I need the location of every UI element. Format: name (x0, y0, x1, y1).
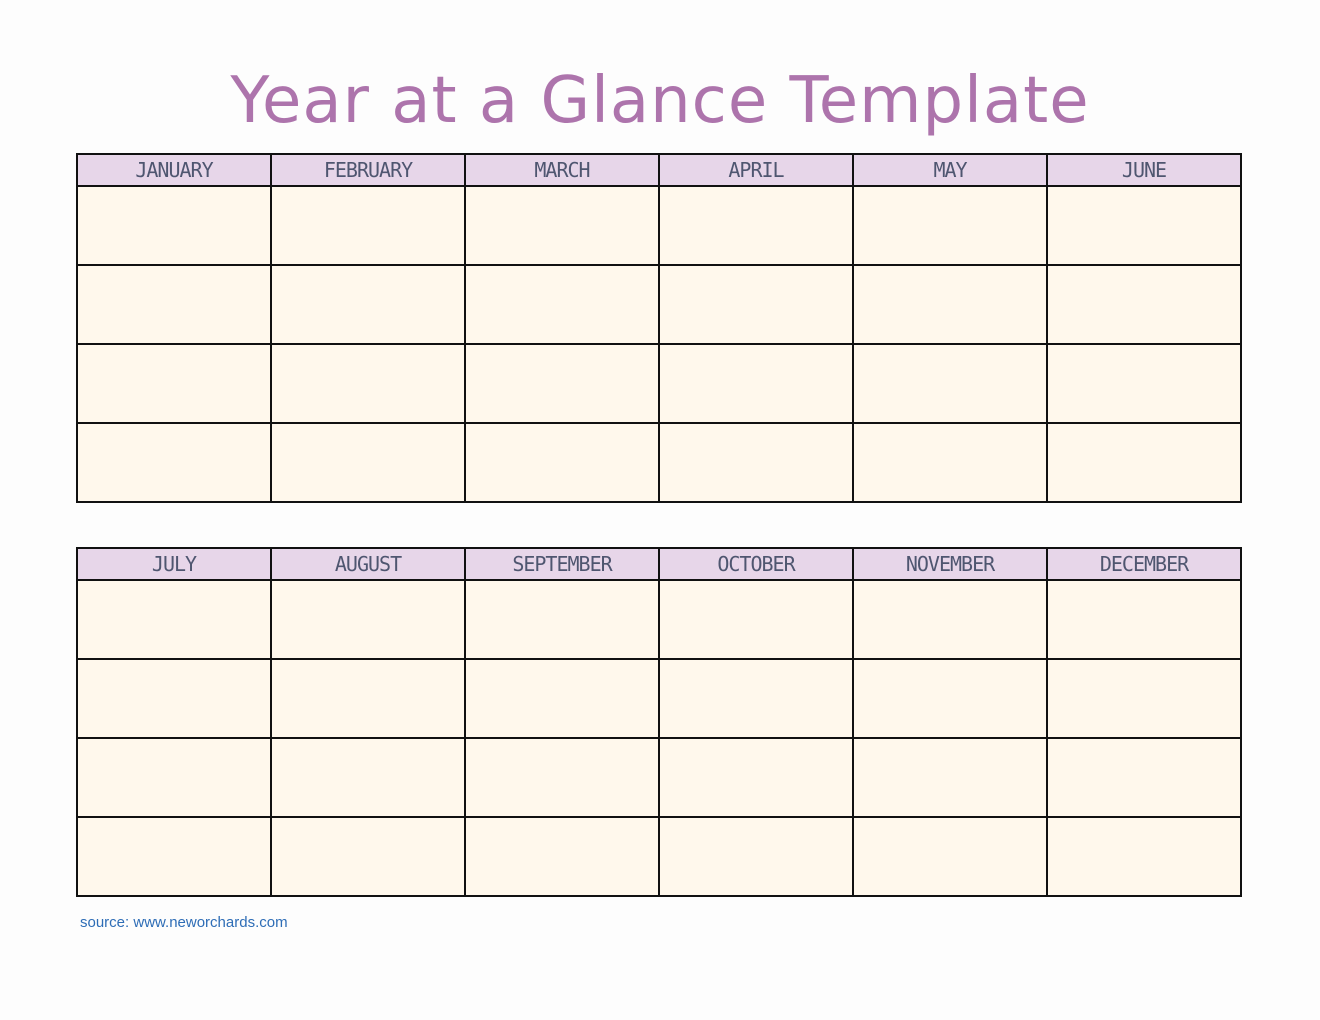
month-header-june: JUNE (1047, 154, 1241, 186)
calendar-cell[interactable] (271, 344, 465, 423)
month-header-may: MAY (853, 154, 1047, 186)
calendar-cell[interactable] (1047, 344, 1241, 423)
calendar-cell[interactable] (853, 186, 1047, 265)
month-header-january: JANUARY (77, 154, 271, 186)
table-row (77, 423, 1241, 502)
calendar-cell[interactable] (659, 344, 853, 423)
calendar-table-jul-dec (76, 547, 1242, 897)
calendar-cell[interactable] (1047, 817, 1241, 896)
calendar-cell[interactable] (465, 423, 659, 502)
month-header-row (77, 548, 1241, 580)
calendar-cell[interactable] (77, 186, 271, 265)
calendar-cell[interactable] (659, 580, 853, 659)
table-row (77, 659, 1241, 738)
calendar-cell[interactable] (1047, 580, 1241, 659)
calendar-cell[interactable] (853, 580, 1047, 659)
calendar-cell[interactable] (1047, 265, 1241, 344)
calendar-cell[interactable] (659, 659, 853, 738)
table-row (77, 580, 1241, 659)
month-header-april: APRIL (659, 154, 853, 186)
calendar-cell[interactable] (77, 265, 271, 344)
calendar-cell[interactable] (271, 580, 465, 659)
calendar-cell[interactable] (465, 265, 659, 344)
calendar-cell[interactable] (465, 344, 659, 423)
calendar-cell[interactable] (77, 344, 271, 423)
table-row (77, 344, 1241, 423)
month-header-july: JULY (77, 548, 271, 580)
calendar-cell[interactable] (853, 659, 1047, 738)
calendar-cell[interactable] (1047, 738, 1241, 817)
calendar-cell[interactable] (77, 659, 271, 738)
month-header-december: DECEMBER (1047, 548, 1241, 580)
month-header-row (77, 154, 1241, 186)
calendar-cell[interactable] (659, 817, 853, 896)
calendar-cell[interactable] (659, 738, 853, 817)
calendar-cell[interactable] (853, 738, 1047, 817)
calendar-cell[interactable] (465, 817, 659, 896)
month-header-november: NOVEMBER (853, 548, 1047, 580)
month-header-march: MARCH (465, 154, 659, 186)
calendar-cell[interactable] (77, 738, 271, 817)
calendar-cell[interactable] (1047, 186, 1241, 265)
calendar-cell[interactable] (659, 265, 853, 344)
calendar-cell[interactable] (659, 423, 853, 502)
calendar-cell[interactable] (1047, 423, 1241, 502)
calendar-cell[interactable] (271, 738, 465, 817)
calendar-cell[interactable] (465, 186, 659, 265)
calendar-cell[interactable] (271, 186, 465, 265)
calendar-cell[interactable] (853, 265, 1047, 344)
calendar-cell[interactable] (465, 738, 659, 817)
calendar-cell[interactable] (77, 817, 271, 896)
month-header-october: OCTOBER (659, 548, 853, 580)
calendar-cell[interactable] (465, 659, 659, 738)
table-row (77, 738, 1241, 817)
table-row (77, 186, 1241, 265)
calendar-cell[interactable] (465, 580, 659, 659)
calendar-cell[interactable] (271, 265, 465, 344)
calendar-cell[interactable] (271, 817, 465, 896)
month-header-february: FEBRUARY (271, 154, 465, 186)
calendar-cell[interactable] (77, 423, 271, 502)
calendar-cell[interactable] (853, 344, 1047, 423)
calendar-cell[interactable] (271, 423, 465, 502)
calendar-table-jan-jun (76, 153, 1242, 503)
month-header-august: AUGUST (271, 548, 465, 580)
calendar-cell[interactable] (853, 817, 1047, 896)
calendar-cell[interactable] (1047, 659, 1241, 738)
calendar-cell[interactable] (271, 659, 465, 738)
calendar-cell[interactable] (77, 580, 271, 659)
source-link[interactable]: source: www.neworchards.com (80, 914, 288, 931)
month-header-september: SEPTEMBER (465, 548, 659, 580)
table-row (77, 265, 1241, 344)
calendar-cell[interactable] (659, 186, 853, 265)
calendar-cell[interactable] (853, 423, 1047, 502)
table-row (77, 817, 1241, 896)
page-title: Year at a Glance Template (230, 64, 1090, 138)
